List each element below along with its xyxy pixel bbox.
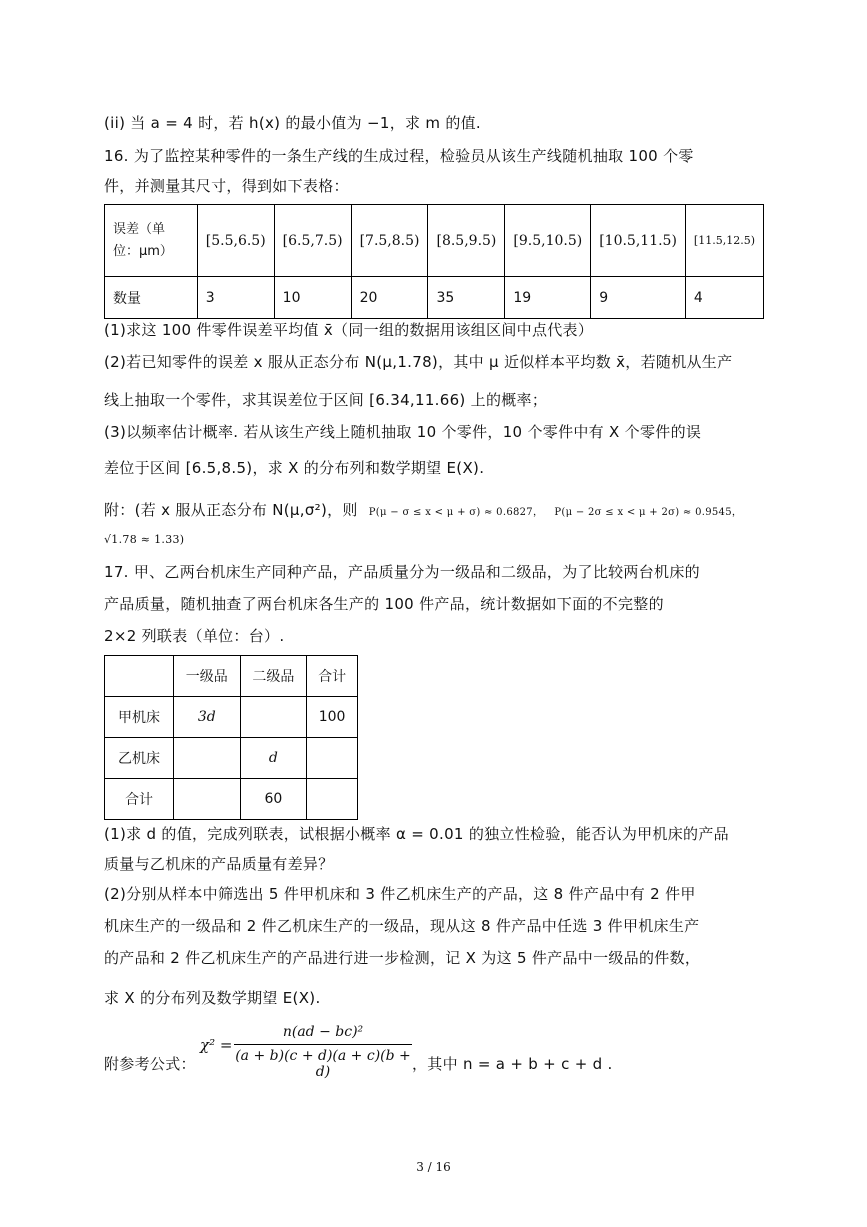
problem-17-line-1: 17. 甲、乙两台机床生产同种产品，产品质量分为一级品和二级品，为了比较两台机床的: [104, 563, 700, 581]
problem-16-line-2: 件，并测量其尺寸，得到如下表格：: [104, 177, 349, 195]
question-2-line-2: 线上抽取一个零件，求其误差位于区间 [6.34,11.66) 上的概率；: [104, 391, 548, 409]
table-cell: [307, 738, 358, 779]
table-cell: 9: [591, 277, 686, 319]
table-header-cell: [11.5,12.5): [685, 205, 763, 277]
table-header-cell: 一级品: [174, 656, 241, 697]
formula-prefix: 附参考公式：: [104, 1055, 196, 1073]
table-cell: 35: [428, 277, 505, 319]
table-header-cell: [8.5,9.5): [428, 205, 505, 277]
table-row-label: 合计: [105, 779, 174, 820]
table-cell: 10: [274, 277, 351, 319]
fraction-bar: [234, 1044, 412, 1045]
table-cell: 3d: [174, 697, 241, 738]
question-1: (1)求这 100 件零件误差平均值 x̄（同一组的数据用该组区间中点代表）: [104, 321, 594, 339]
appendix-prefix: 附：(若 x 服从正态分布 N(μ,σ²)，则: [104, 501, 358, 519]
appendix-sqrt: √1.78 ≈ 1.33): [104, 533, 185, 546]
appendix-line: [104, 500, 742, 523]
table-cell: 20: [351, 277, 428, 319]
table-cell: [307, 779, 358, 820]
q17-question-2-line-1: (2)分别从样本中筛选出 5 件甲机床和 3 件乙机床生产的产品，这 8 件产品中有 2 件甲: [104, 885, 696, 903]
q17-question-1-line-2: 质量与乙机床的产品质量有差异？: [104, 855, 334, 873]
text-line: (ii) 当 a = 4 时，若 h(x) 的最小值为 −1，求 m 的值.: [104, 114, 482, 132]
q17-question-1-line-1: (1)求 d 的值，完成列联表，试根据小概率 α = 0.01 的独立性检验，能否认为甲机床的产品: [104, 825, 729, 843]
problem-17-line-2: 产品质量，随机抽查了两台机床各生产的 100 件产品，统计数据如下面的不完整的: [104, 595, 664, 613]
formula-numerator: n(ad − bc)²: [282, 1024, 364, 1040]
table-cell: [174, 779, 241, 820]
table-cell: 数量: [105, 277, 198, 319]
table-header-cell: 误差（单位：μm）: [105, 205, 198, 277]
table-cell: 3: [197, 277, 274, 319]
table-cell: [174, 738, 241, 779]
contingency-table: [104, 655, 358, 820]
error-frequency-table: [104, 204, 764, 319]
appendix-prob-2: P(μ − 2σ ≤ x < μ + 2σ) ≈ 0.9545，: [554, 507, 743, 518]
table-header-cell: [6.5,7.5): [274, 205, 351, 277]
table-header-cell: [5.5,6.5): [197, 205, 274, 277]
formula-suffix: ，其中 n = a + b + c + d .: [412, 1055, 613, 1073]
table-header-cell: 二级品: [240, 656, 307, 697]
table-cell: d: [240, 738, 307, 779]
problem-17-line-3: 2×2 列联表（单位：台）.: [104, 627, 285, 645]
appendix-prob-1: P(μ − σ ≤ x < μ + σ) ≈ 0.6827，: [368, 507, 544, 518]
q17-question-2-line-4: 求 X 的分布列及数学期望 E(X).: [104, 989, 321, 1007]
table-cell: 100: [307, 697, 358, 738]
chi-square-symbol: χ² =: [200, 1036, 233, 1054]
table-row-label: 甲机床: [105, 697, 174, 738]
question-3-line-2: 差位于区间 [6.5,8.5)，求 X 的分布列和数学期望 E(X).: [104, 459, 485, 477]
table-header-cell: 合计: [307, 656, 358, 697]
q17-question-2-line-3: 的产品和 2 件乙机床生产的产品进行进一步检测，记 X 为这 5 件产品中一级品的件数，: [104, 949, 701, 967]
table-row-label: 乙机床: [105, 738, 174, 779]
table-header-cell: [7.5,8.5): [351, 205, 428, 277]
table-header-cell: [10.5,11.5): [591, 205, 686, 277]
table-cell: [240, 697, 307, 738]
problem-16-line-1: 16. 为了监控某种零件的一条生产线的生成过程，检验员从该生产线随机抽取 100 个零: [104, 147, 694, 165]
table-cell: 19: [505, 277, 591, 319]
question-2-line-1: (2)若已知零件的误差 x 服从正态分布 N(μ,1.78)，其中 μ 近似样本平均数 x̄，若随机从生产: [104, 353, 733, 371]
table-header-cell: [105, 656, 174, 697]
page-number: 3 / 16: [416, 1160, 451, 1174]
table-header-cell: [9.5,10.5): [505, 205, 591, 277]
formula-denominator: (a + b)(c + d)(a + c)(b + d): [235, 1048, 411, 1080]
table-cell: 4: [685, 277, 763, 319]
question-3-line-1: (3)以频率估计概率. 若从该生产线上随机抽取 10 个零件，10 个零件中有 X 个零件的误: [104, 423, 702, 441]
table-cell: 60: [240, 779, 307, 820]
q17-question-2-line-2: 机床生产的一级品和 2 件乙机床生产的一级品，现从这 8 件产品中任选 3 件甲机床生产: [104, 917, 700, 935]
